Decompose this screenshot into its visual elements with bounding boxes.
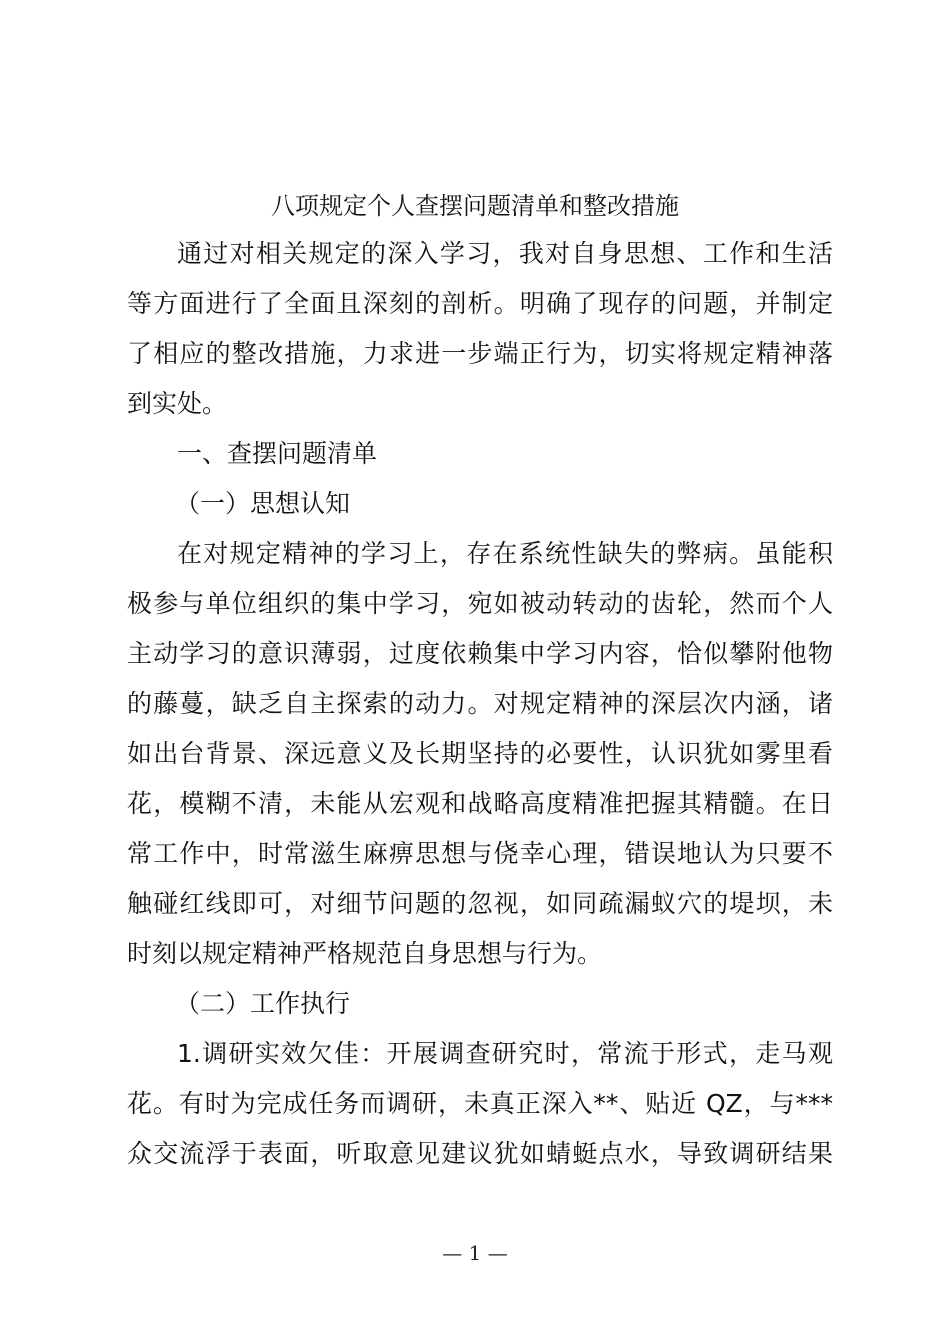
page-number: — 1 —: [442, 1241, 508, 1265]
subsection-heading: （一）思想认知: [175, 489, 351, 518]
paragraph-line: 时刻以规定精神严格规范自身思想与行为。: [127, 939, 603, 968]
paragraph-line: 触碰红线即可，对细节问题的忽视，如同疏漏蚁穴的堤坝，未: [127, 889, 833, 918]
subsection-heading: （二）工作执行: [175, 989, 351, 1018]
intro-line: 通过对相关规定的深入学习，我对自身思想、工作和生活: [177, 239, 833, 268]
paragraph-line: 如出台背景、深远意义及长期坚持的必要性，认识犹如雾里看: [127, 739, 833, 768]
section-heading: 一、查摆问题清单: [177, 439, 378, 468]
paragraph-line: 极参与单位组织的集中学习，宛如被动转动的齿轮，然而个人: [127, 589, 833, 618]
intro-line: 等方面进行了全面且深刻的剖析。明确了现存的问题，并制定: [127, 289, 833, 318]
paragraph-line: 主动学习的意识薄弱，过度依赖集中学习内容，恰似攀附他物: [127, 639, 833, 668]
intro-line: 了相应的整改措施，力求进一步端正行为，切实将规定精神落: [127, 339, 833, 368]
paragraph-line: 在对规定精神的学习上，存在系统性缺失的弊病。虽能积: [177, 539, 833, 568]
paragraph-line: 花，模糊不清，未能从宏观和战略高度精准把握其精髓。在日: [127, 789, 833, 818]
document-title: 八项规定个人查摆问题清单和整改措施: [271, 192, 679, 220]
paragraph-line: 众交流浮于表面，听取意见建议犹如蜻蜓点水，导致调研结果: [127, 1139, 833, 1168]
paragraph-line: 1.调研实效欠佳：开展调查研究时，常流于形式，走马观: [177, 1039, 833, 1068]
paragraph-line: 的藤蔓，缺乏自主探索的动力。对规定精神的深层次内涵，诸: [127, 689, 833, 718]
paragraph-line: 常工作中，时常滋生麻痹思想与侥幸心理，错误地认为只要不: [127, 839, 833, 868]
paragraph-line: 花。有时为完成任务而调研，未真正深入**、贴近 QZ，与***: [127, 1089, 833, 1118]
intro-line: 到实处。: [127, 389, 228, 418]
